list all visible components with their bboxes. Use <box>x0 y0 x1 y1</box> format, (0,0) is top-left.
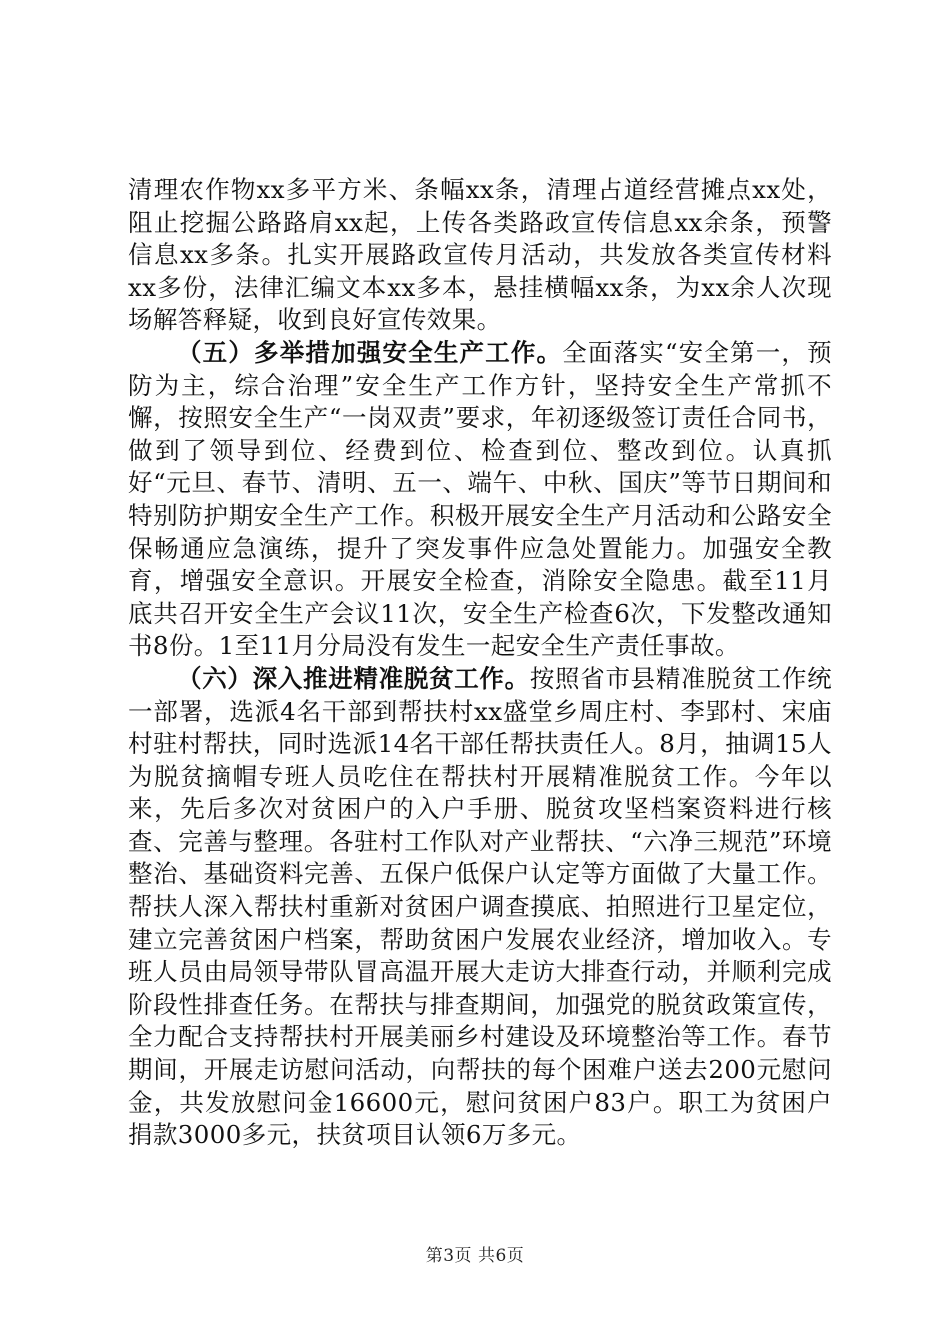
page-footer: 第3页 共6页 <box>425 1246 525 1266</box>
document-body <box>128 174 832 1152</box>
section-heading-6: （六）深入推进精准脱贫工作。 <box>177 663 530 693</box>
paragraph-continuation <box>128 174 832 337</box>
paragraph-poverty-alleviation <box>128 663 832 1152</box>
paragraph-safety-production <box>128 337 832 663</box>
section-heading-5: （五）多举措加强安全生产工作。 <box>177 337 563 367</box>
paragraph-text: 按照省市县精准脱贫工作统一部署，选派4名干部到帮扶村xx盛堂乡周庄村、李郢村、宋庙村驻村帮扶，同时选派14名干部任帮扶责任人。8月，抽调15人为脱贫摘帽专班人员吃住在帮扶村开展精准脱贫工作。今年以来，先后多次对贫困户的入户手册、脱贫攻坚档案资料进行核查、完善与整理。各驻村工作队对产业帮扶、“六净三规范”环境整治、基础资料完善、五保户低保户认定等方面做了大量工作。帮扶人深入帮扶村重新对贫困户调查摸底、拍照进行卫星定位，建立完善贫困户档案，帮助贫困户发展农业经济，增加收入。专班人员由局领导带队冒高温开展大走访大排查行动，并顺利完成阶段性排查任务。在帮扶与排查期间，加强党的脱贫政策宣传，全力配合支持帮扶村开展美丽乡村建设及环境整治等工作。春节期间，开展走访慰问活动，向帮扶的每个困难户送去200元慰问金，共发放慰问金16600元，慰问贫困户83户。职工为贫困户捐款3000多元，扶贫项目认领6万多元。 <box>128 663 832 1150</box>
paragraph-text: 清理农作物xx多平方米、条幅xx条，清理占道经营摊点xx处，阻止挖掘公路路肩xx起，上传各类路政宣传信息xx余条，预警信息xx多条。扎实开展路政宣传月活动，共发放各类宣传材料xx多份，法律汇编文本xx多本，悬挂横幅xx条，为xx余人次现场解答释疑，收到良好宣传效果。 <box>128 175 832 335</box>
paragraph-text: 全面落实“安全第一，预防为主，综合治理”安全生产工作方针，坚持安全生产常抓不懈，按照安全生产“一岗双责”要求，年初逐级签订责任合同书，做到了领导到位、经费到位、检查到位、整改到位。认真抓好“元旦、春节、清明、五一、端午、中秋、国庆”等节日期间和特别防护期安全生产工作。积极开展安全生产月活动和公路安全保畅通应急演练，提升了突发事件应急处置能力。加强安全教育，增强安全意识。开展安全检查，消除安全隐患。截至11月底共召开安全生产会议11次，安全生产检查6次，下发整改通知书8份。1至11月分局没有发生一起安全生产责任事故。 <box>128 337 832 661</box>
